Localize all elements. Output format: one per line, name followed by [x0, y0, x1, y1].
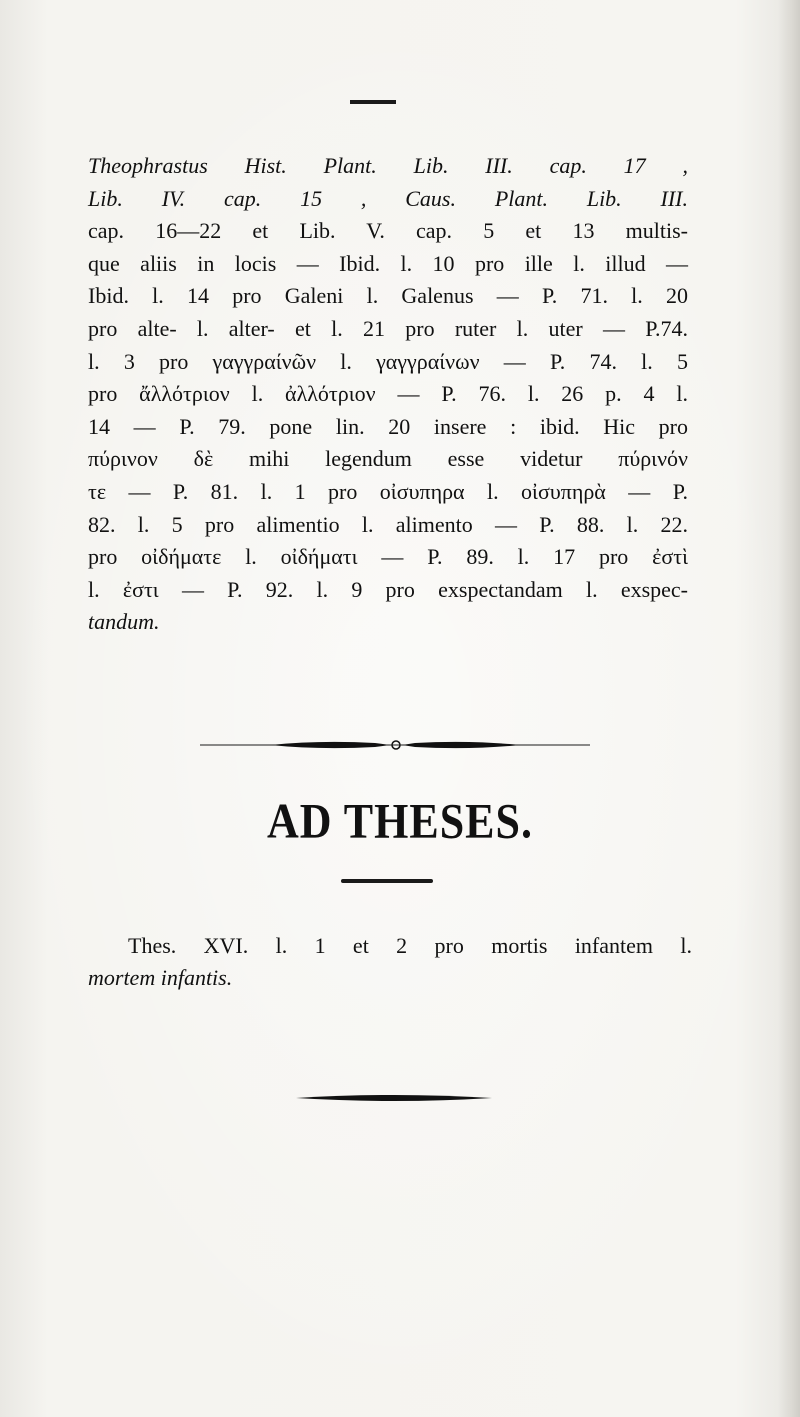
errata-text: Theophrastus Hist. Plant. Lib. III. cap. 17 ,	[88, 153, 688, 178]
errata-line	[88, 509, 688, 542]
errata-line	[88, 346, 688, 379]
errata-text: tandum.	[88, 609, 160, 635]
errata-text: 82. l. 5 pro alimentio l. alimento — P. 88. l. 22.	[88, 511, 688, 537]
short-rule	[341, 879, 433, 883]
errata-block	[88, 150, 688, 639]
errata-line	[88, 313, 688, 346]
section-heading: AD THESES.	[267, 794, 533, 849]
errata-line	[88, 476, 688, 509]
theses-line: mortem infantis.	[88, 965, 233, 990]
errata-text: τε — P. 81. l. 1 pro οἰσυπηρα l. οἰσυπηρὰ — P.	[88, 478, 688, 504]
errata-line	[88, 606, 688, 639]
errata-line	[88, 574, 688, 607]
errata-line	[88, 443, 688, 476]
errata-text: Lib. IV. cap. 15 , Caus. Plant. Lib. III.	[88, 185, 688, 211]
errata-line	[88, 411, 688, 444]
end-rule	[296, 1092, 492, 1104]
errata-line	[88, 183, 688, 216]
errata-text: pro ἄλλότριον l. ἀλλότριον — P. 76. l. 26 p. 4 l.	[88, 381, 688, 407]
errata-line	[88, 150, 688, 183]
decorative-divider	[200, 738, 590, 752]
errata-text: que aliis in locis — Ibid. l. 10 pro ille l. illud —	[88, 250, 688, 276]
errata-line	[88, 280, 688, 313]
errata-text: pro alte- l. alter- et l. 21 pro ruter l. uter — P.74.	[88, 315, 688, 341]
theses-line: Thes. XVI. l. 1 et 2 pro mortis infantem l.	[128, 933, 692, 958]
errata-line	[88, 378, 688, 411]
errata-line	[88, 248, 688, 281]
errata-text: πύρινον δὲ mihi legendum esse videtur πύρινόν	[88, 446, 688, 472]
theses-block	[88, 930, 692, 994]
errata-text: 14 — P. 79. pone lin. 20 insere : ibid. Hic pro	[88, 413, 688, 439]
errata-text: pro οἰδήματε l. οἰδήματι — P. 89. l. 17 pro ἐστὶ	[88, 544, 688, 570]
errata-line	[88, 215, 688, 248]
errata-line	[88, 541, 688, 574]
errata-text: Ibid. l. 14 pro Galeni l. Galenus — P. 71. l. 20	[88, 283, 688, 309]
page-edge-shadow	[778, 0, 800, 1417]
top-rule	[350, 100, 396, 104]
errata-text: cap. 16—22 et Lib. V. cap. 5 et 13 multis-	[88, 218, 688, 244]
errata-text: l. 3 pro γαγγραίνῶν l. γαγγραίνων — P. 74. l. 5	[88, 348, 688, 374]
errata-text: l. ἐστι — P. 92. l. 9 pro exspectandam l. exspec-	[88, 576, 688, 602]
